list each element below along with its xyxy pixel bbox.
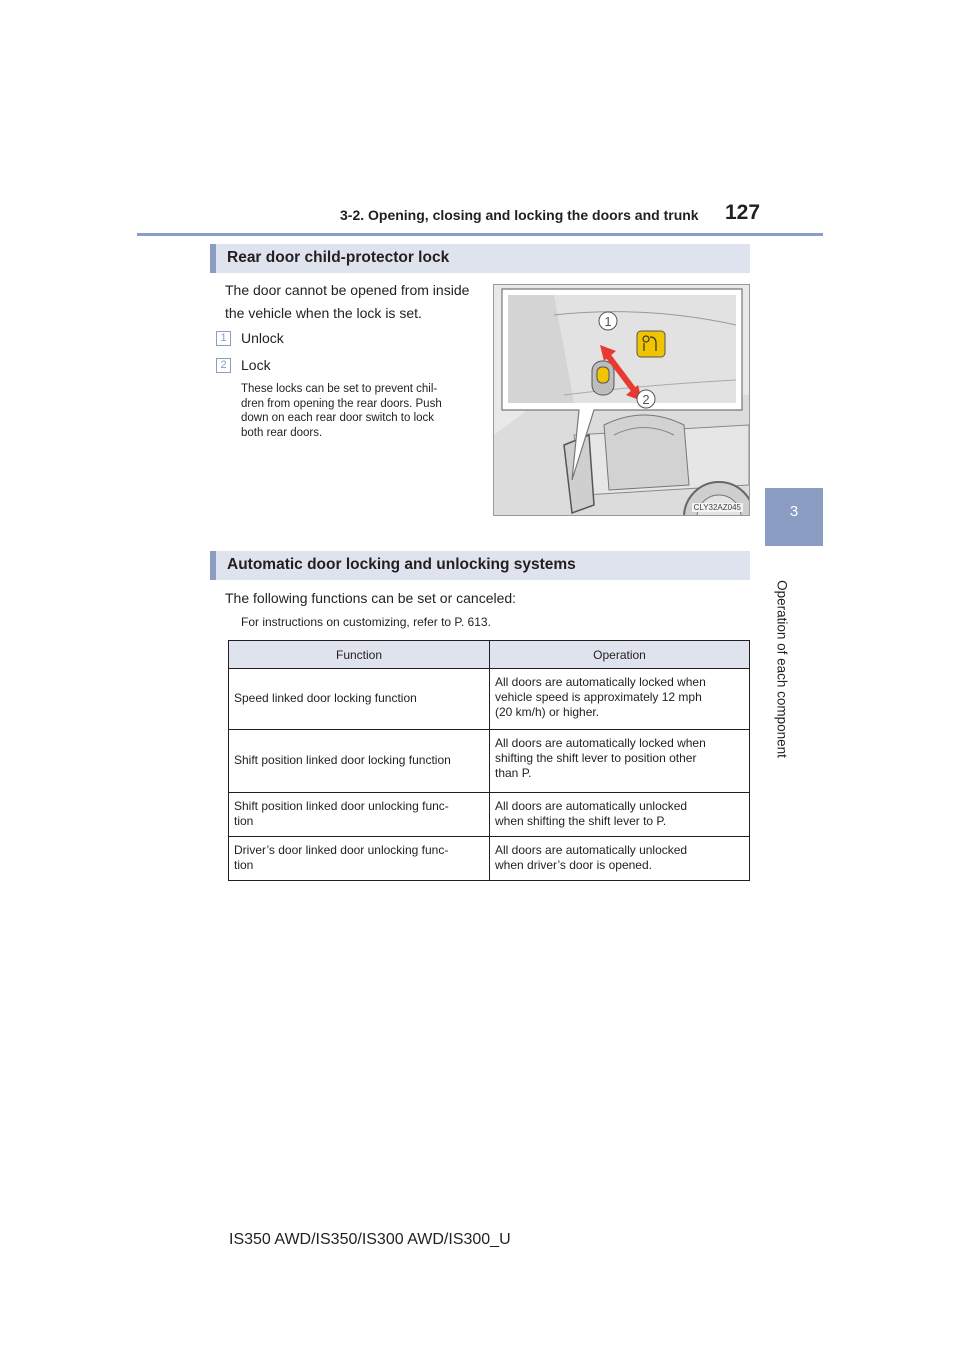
item-number-2: 2 <box>216 358 231 373</box>
operation-cell <box>490 837 750 881</box>
intro-line-1: The door cannot be opened from inside <box>225 282 470 298</box>
function-cell <box>229 793 490 837</box>
operation-cell <box>490 793 750 837</box>
operation-line: All doors are automatically locked when <box>495 675 706 689</box>
function-text: tion <box>234 858 254 872</box>
figure-code: CLY32AZ045 <box>693 503 741 512</box>
operation-cell <box>490 669 750 730</box>
note-line: both rear doors. <box>241 426 323 439</box>
item-number-1: 1 <box>216 331 231 346</box>
customize-note: For instructions on customizing, refer to P. 613. <box>241 615 491 629</box>
note-line: dren from opening the rear doors. Push <box>241 397 442 410</box>
item-label-lock: Lock <box>241 357 271 373</box>
callout-2-label: 2 <box>642 392 650 407</box>
note-line: down on each rear door switch to lock <box>241 412 435 424</box>
child-lock-illustration <box>493 284 750 516</box>
running-header-title: 3-2. Opening, closing and locking the doors and trunk <box>340 207 699 223</box>
column-header-function: Function <box>229 641 490 669</box>
function-cell <box>229 730 490 793</box>
functions-table <box>228 640 750 881</box>
table-row <box>229 793 750 837</box>
note-line: These locks can be set to prevent chil- <box>241 383 438 395</box>
section-heading-text: Automatic door locking and unlocking systems <box>227 556 576 573</box>
child-lock-note <box>241 382 481 440</box>
operation-line: vehicle speed is approximately 12 mph <box>495 690 702 704</box>
item-label-unlock: Unlock <box>241 330 284 346</box>
operation-cell <box>490 730 750 793</box>
page-number: 127 <box>725 201 761 224</box>
function-text: Shift position linked door locking function <box>234 753 451 767</box>
table-header-row <box>229 641 750 669</box>
intro-line-2: the vehicle when the lock is set. <box>225 305 422 321</box>
operation-line: shifting the shift lever to position other <box>495 751 697 765</box>
auto-lock-intro: The following functions can be set or canceled: <box>225 590 517 606</box>
operation-line: All doors are automatically unlocked <box>495 799 688 813</box>
operation-line: when driver’s door is opened. <box>495 858 652 872</box>
table-row <box>229 837 750 881</box>
function-text: Speed linked door locking function <box>234 691 417 705</box>
section-heading-child-lock <box>210 244 750 273</box>
operation-line: (20 km/h) or higher. <box>495 705 600 719</box>
function-cell <box>229 837 490 881</box>
table-row <box>229 669 750 730</box>
section-heading-text: Rear door child-protector lock <box>227 249 450 266</box>
chapter-side-label <box>764 574 800 764</box>
function-text: tion <box>234 814 254 828</box>
door-illustration-svg <box>494 285 749 515</box>
operation-line: when shifting the shift lever to P. <box>495 814 667 828</box>
chapter-side-text: Operation of each component <box>774 580 790 758</box>
function-text: Shift position linked door unlocking func- <box>234 799 449 813</box>
operation-line: All doors are automatically locked when <box>495 736 706 750</box>
column-header-operation: Operation <box>490 641 750 669</box>
function-text: Driver’s door linked door unlocking func- <box>234 843 449 857</box>
model-footer: IS350 AWD/IS350/IS300 AWD/IS300_U <box>229 1231 511 1248</box>
callout-1-label: 1 <box>604 314 612 329</box>
operation-line: All doors are automatically unlocked <box>495 843 688 857</box>
chapter-number: 3 <box>789 503 799 520</box>
section-heading-auto-lock <box>210 551 750 580</box>
function-cell <box>229 669 490 730</box>
header-rule <box>137 233 823 236</box>
operation-line: than P. <box>495 766 532 780</box>
table-row <box>229 730 750 793</box>
